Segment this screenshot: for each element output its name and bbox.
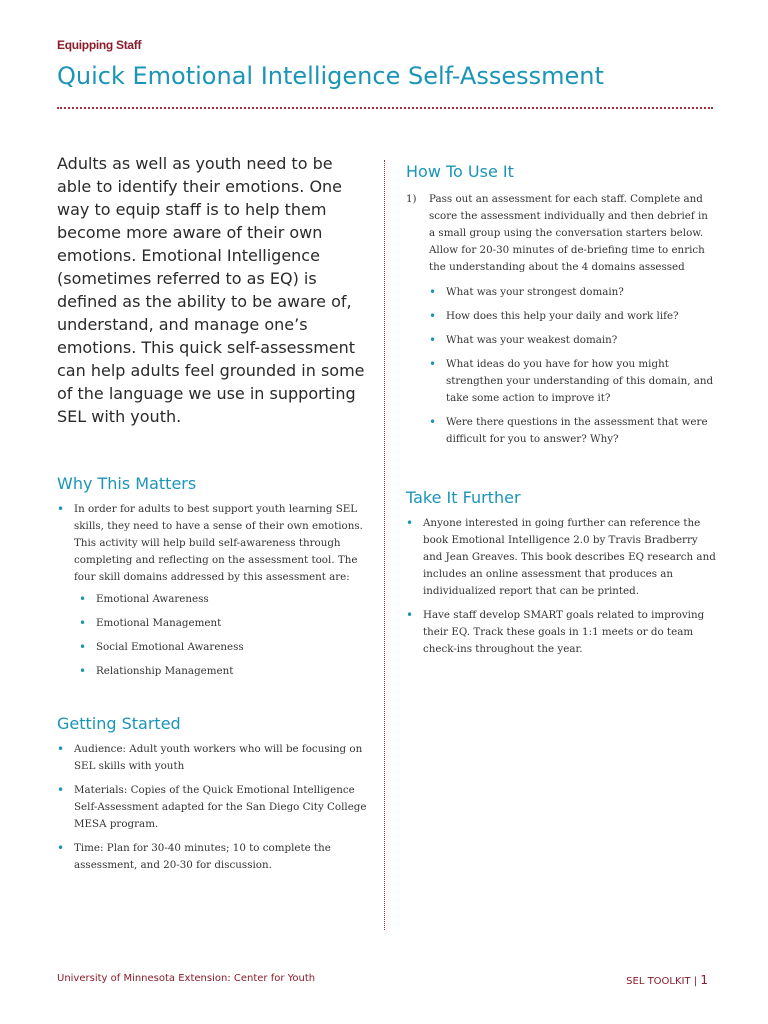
footer-page-info — [626, 973, 708, 987]
how-steps — [406, 191, 716, 276]
footer-organization: University of Minnesota Extension: Center for Youth — [57, 973, 316, 984]
getting-started-item: • Audience: Adult youth workers who will be focusing on SEL skills with youth — [57, 741, 367, 775]
title-divider — [57, 107, 713, 109]
question-list — [429, 284, 716, 448]
getting-started-heading: Getting Started — [57, 714, 181, 733]
how-heading: How To Use It — [406, 162, 514, 181]
footer-toolkit-label: SEL TOOLKIT | — [626, 976, 698, 987]
column-divider — [384, 160, 385, 930]
further-list — [406, 515, 716, 658]
domain-item: • Relationship Management — [79, 663, 367, 680]
getting-started-item: • Materials: Copies of the Quick Emotional Intelligence Self-Assessment adapted for the San Diego City College MESA program. — [57, 782, 367, 833]
domain-item: • Emotional Management — [79, 615, 367, 632]
further-item: • Anyone interested in going further can reference the book Emotional Intelligence 2.0 by Travis Bradberry and Jean Greaves. This book describes EQ research and includes an online assessment that produces an individualized report that can be printed. — [406, 515, 716, 600]
getting-started-list — [57, 741, 367, 874]
question-item: • Were there questions in the assessment that were difficult for you to answer? Why? — [429, 414, 716, 448]
domain-item: • Social Emotional Awareness — [79, 639, 367, 656]
question-item: • What was your weakest domain? — [429, 332, 716, 349]
right-column — [406, 162, 716, 658]
getting-started-item: • Time: Plan for 30-40 minutes; 10 to complete the assessment, and 20-30 for discussion. — [57, 840, 367, 874]
page-title: Quick Emotional Intelligence Self-Assessment — [57, 62, 604, 90]
domain-list — [79, 591, 367, 680]
domain-item: • Emotional Awareness — [79, 591, 367, 608]
intro-paragraph: Adults as well as youth need to be able to identify their emotions. One way to equip staff is to help them become more aware of their own emotions. Emotional Intelligence (sometimes referred to as EQ) is defined as the ability to be aware of, understand, and manage one’s emotions. This quick self-assessment can help adults feel grounded in some of the language we use in supporting SEL with youth. — [57, 154, 365, 426]
page-number: 1 — [700, 973, 708, 987]
step-number: 1) — [406, 193, 417, 205]
further-item: • Have staff develop SMART goals related to improving their EQ. Track these goals in 1:1 meets or do team check-ins throughout the year. — [406, 607, 716, 658]
further-heading: Take It Further — [406, 488, 521, 507]
why-list — [57, 501, 367, 586]
how-step — [406, 191, 716, 276]
section-eyebrow: Equipping Staff — [57, 38, 142, 52]
question-item: • What was your strongest domain? — [429, 284, 716, 301]
step-text: Pass out an assessment for each staff. Complete and score the assessment individually and then debrief in a small group using the conversation starters below. Allow for 20-30 minutes of de-briefing time to enrich the understanding about the 4 domains assessed — [429, 193, 708, 273]
left-column — [57, 152, 367, 874]
why-heading: Why This Matters — [57, 474, 197, 493]
question-item: • How does this help your daily and work life? — [429, 308, 716, 325]
why-paragraph: • In order for adults to best support youth learning SEL skills, they need to have a sense of their own emotions. This activity will help build self-awareness through completing and reflecting on the assessment tool. The four skill domains addressed by this assessment are: — [57, 501, 367, 586]
question-item: • What ideas do you have for how you might strengthen your understanding of this domain, and take some action to improve it? — [429, 356, 716, 407]
